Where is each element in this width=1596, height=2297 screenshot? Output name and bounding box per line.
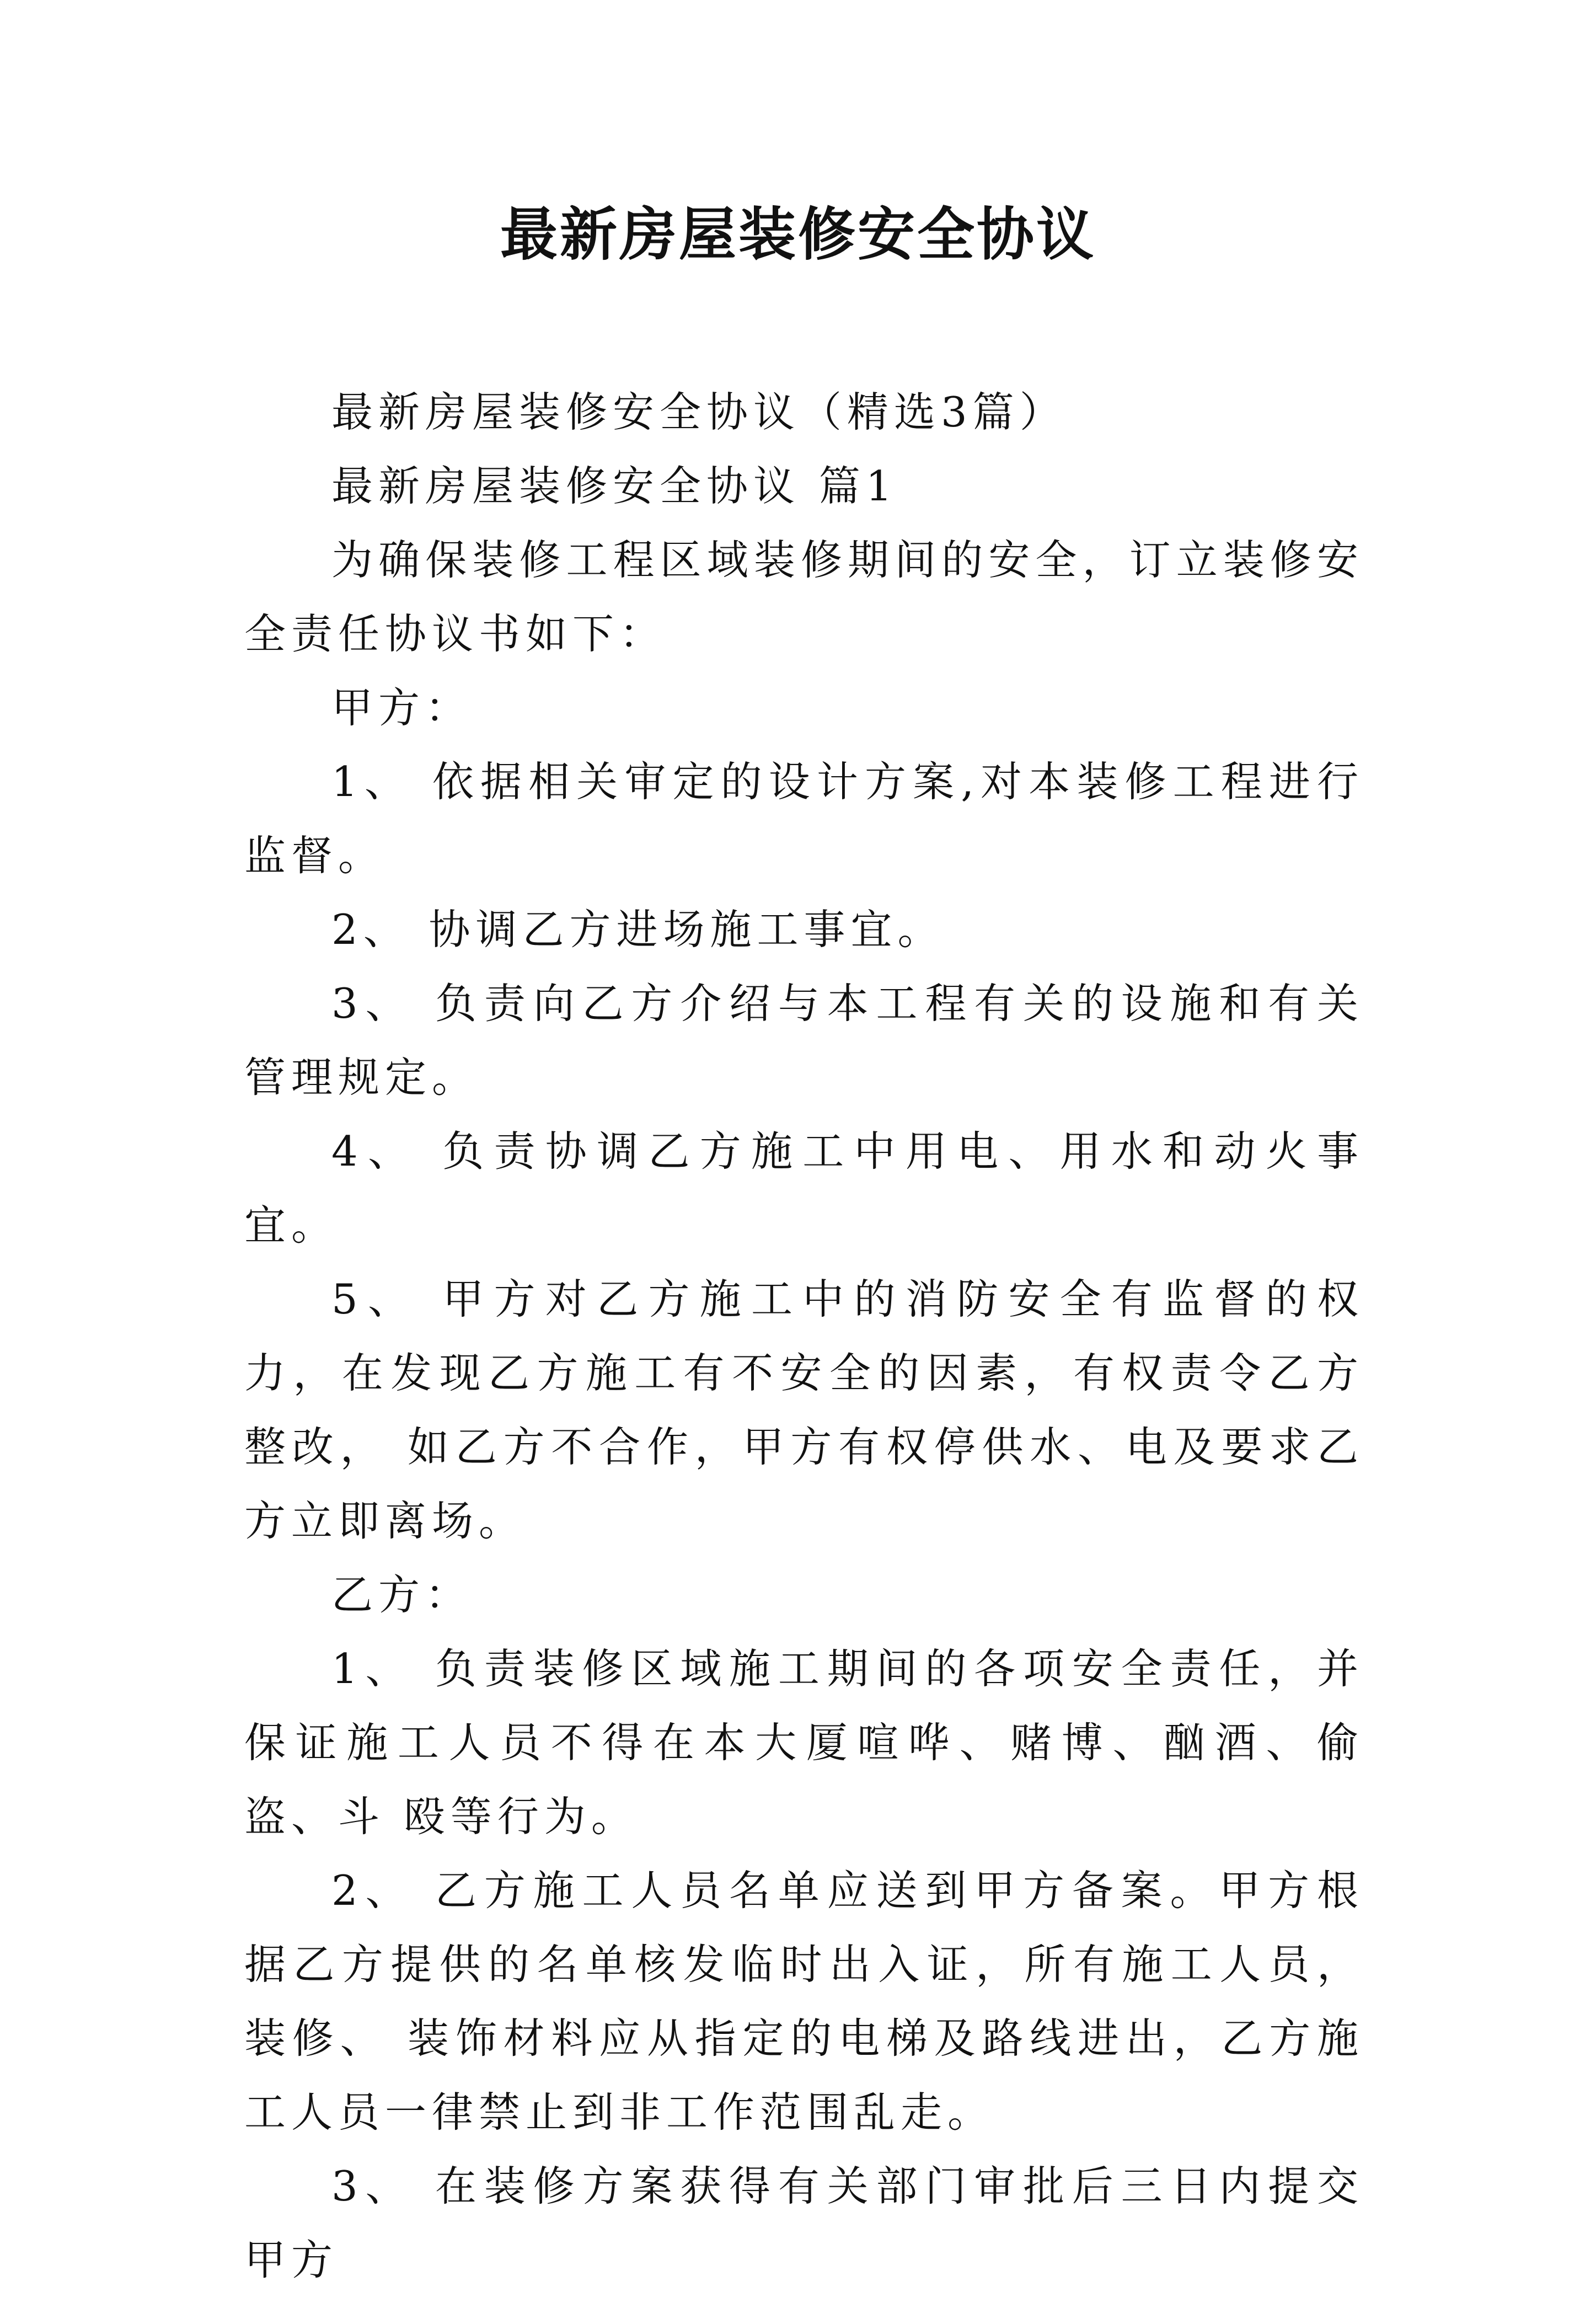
paragraph-party-a-heading: 甲方： xyxy=(331,683,473,732)
paragraph-party-a-item-4: 4、 负责协调乙方施工中用电、用水和动火事宜。 xyxy=(244,1127,1364,1249)
paragraph-party-a-item-1: 1、 依据相关审定的设计方案,对本装修工程进行监督。 xyxy=(244,757,1364,880)
document-title: 最新房屋装修安全协议 xyxy=(500,200,1096,268)
paragraph-party-b-heading: 乙方： xyxy=(331,1570,473,1619)
paragraph-party-a-item-3: 3、 负责向乙方介绍与本工程有关的设施和有关管理规定。 xyxy=(244,979,1364,1102)
paragraph-party-b-item-3: 3、 在装修方案获得有关部门审批后三日内提交甲方 xyxy=(244,2162,1364,2284)
paragraph-party-a-item-2: 2、 协调乙方进场施工事宜。 xyxy=(331,905,945,954)
paragraph-party-b-item-1: 1、 负责装修区域施工期间的各项安全责任，并保证施工人员不得在本大厦喧哗、赌博、酗酒、偷盗、斗 殴等行为。 xyxy=(244,1644,1364,1841)
paragraph-party-b-item-2: 2、 乙方施工人员名单应送到甲方备案。甲方根据乙方提供的名单核发临时出入证，所有施工人员，装修、 装饰材料应从指定的电梯及路线进出，乙方施工人员一律禁止到非工作范围乱走。 xyxy=(244,1866,1364,2136)
paragraph-subtitle: 最新房屋装修安全协议（精选3篇） xyxy=(331,388,1067,436)
paragraph-section-heading: 最新房屋装修安全协议 篇1 xyxy=(331,462,898,510)
paragraph-intro: 为确保装修工程区域装修期间的安全，订立装修安全责任协议书如下： xyxy=(244,536,1364,658)
paragraph-party-a-item-5: 5、 甲方对乙方施工中的消防安全有监督的权力，在发现乙方施工有不安全的因素，有权责令乙方整改， 如乙方不合作，甲方有权停供水、电及要求乙方立即离场。 xyxy=(244,1275,1364,1545)
document-body xyxy=(244,375,1364,2297)
